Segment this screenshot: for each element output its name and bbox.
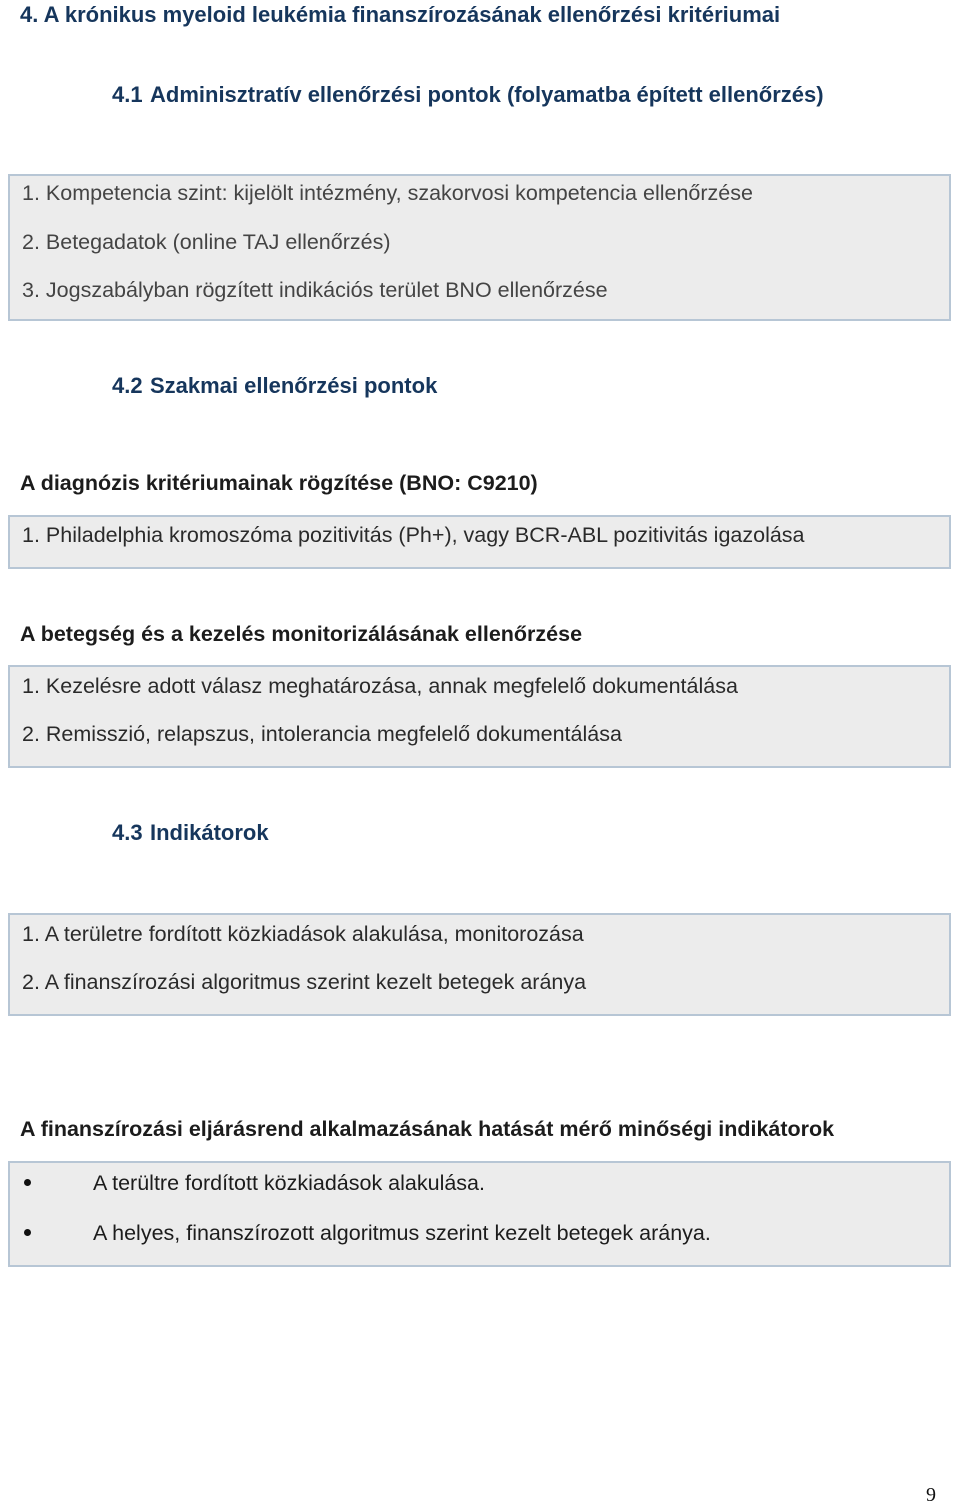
indicators-box xyxy=(8,913,951,1016)
quality-indicators-box xyxy=(8,1161,951,1267)
section-4-3-heading xyxy=(112,819,269,847)
section-4-1-number: 4.1 xyxy=(112,82,143,107)
quality-item-1-text: A terültre fordított közkiadások alakulása. xyxy=(93,1171,485,1195)
diagnosis-box xyxy=(8,515,951,569)
bullet-icon xyxy=(24,1229,31,1236)
monitoring-box xyxy=(8,665,951,768)
section-4-2-number: 4.2 xyxy=(112,373,143,398)
indicator-item-1: 1. A területre fordított közkiadások alakulása, monitorozása xyxy=(22,922,584,946)
quality-item-1 xyxy=(24,1169,485,1197)
monitoring-heading: A betegség és a kezelés monitorizálásának ellenőrzése xyxy=(20,622,583,646)
monitoring-item-1: 1. Kezelésre adott válasz meghatározása, annak megfelelő dokumentálása xyxy=(22,674,738,698)
quality-item-2 xyxy=(24,1219,711,1247)
admin-item-2: 2. Betegadatok (online TAJ ellenőrzés) xyxy=(22,230,391,254)
admin-item-3: 3. Jogszabályban rögzített indikációs terület BNO ellenőrzése xyxy=(22,278,608,302)
section-4-3-title: Indikátorok xyxy=(150,820,269,845)
bullet-icon xyxy=(24,1179,31,1186)
section-4-1-heading xyxy=(112,81,824,109)
diagnosis-item-1: 1. Philadelphia kromoszóma pozitivitás (Ph+), vagy BCR-ABL pozitivitás igazolása xyxy=(22,523,805,547)
admin-checkpoints-box xyxy=(8,174,951,321)
quality-indicators-heading: A finanszírozási eljárásrend alkalmazásának hatását mérő minőségi indikátorok xyxy=(20,1117,835,1141)
section-4-2-title: Szakmai ellenőrzési pontok xyxy=(150,373,438,398)
section-4-1-title: Adminisztratív ellenőrzési pontok (folyamatba épített ellenőrzés) xyxy=(150,82,824,107)
document-heading: 4. A krónikus myeloid leukémia finanszírozásának ellenőrzési kritériumai xyxy=(20,2,781,27)
diagnosis-heading: A diagnózis kritériumainak rögzítése (BNO: C9210) xyxy=(20,471,538,495)
section-4-3-number: 4.3 xyxy=(112,820,143,845)
monitoring-item-2: 2. Remisszió, relapszus, intolerancia megfelelő dokumentálása xyxy=(22,722,622,746)
page-number: 9 xyxy=(926,1484,936,1506)
indicator-item-2: 2. A finanszírozási algoritmus szerint kezelt betegek aránya xyxy=(22,970,587,994)
quality-item-2-text: A helyes, finanszírozott algoritmus szerint kezelt betegek aránya. xyxy=(93,1221,711,1245)
admin-item-1: 1. Kompetencia szint: kijelölt intézmény, szakorvosi kompetencia ellenőrzése xyxy=(22,181,753,205)
section-4-2-heading xyxy=(112,372,437,400)
